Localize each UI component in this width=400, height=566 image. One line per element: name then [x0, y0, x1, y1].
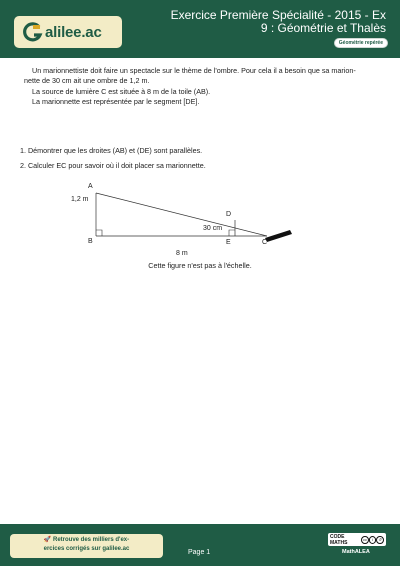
by-icon: i [369, 536, 377, 544]
topic-badge: Géométrie repérée [334, 38, 388, 48]
length-de: 30 cm [203, 225, 223, 232]
title-line-2: 9 : Géométrie et Thalès [260, 21, 386, 35]
label-a: A [88, 183, 93, 190]
page-number: Page 1 [188, 549, 211, 556]
question-2: 2. Calculer EC pour savoir où il doit placer sa marionnette. [20, 161, 206, 170]
right-angle-b [96, 230, 102, 236]
sa-icon: ↺ [376, 536, 384, 544]
lamp-icon [265, 230, 292, 242]
intro-line-3: La source de lumière C est située à 8 m de la toile (AB). [32, 86, 211, 96]
logo-text: alilee.ac [45, 23, 102, 41]
promo-banner[interactable] [10, 534, 163, 558]
cc-icon: cc [362, 537, 367, 542]
promo-text-1: Retrouve des milliers d'ex- [53, 537, 130, 543]
label-b: B [88, 238, 93, 245]
right-angle-e [229, 230, 235, 236]
promo-line-1 [10, 536, 163, 545]
intro-line-2: nette de 30 cm ait une ombre de 1,2 m. [24, 76, 150, 86]
figure-caption: Cette figure n'est pas à l'échelle. [148, 261, 252, 270]
title-line-1: Exercice Première Spécialité - 2015 - Ex [170, 8, 386, 22]
promo-line-2: ercices corrigés sur galilee.ac [43, 546, 130, 552]
license-text: CODE MATHS [330, 533, 348, 546]
license-badge[interactable] [328, 533, 386, 546]
label-c: C [262, 239, 268, 246]
length-bc: 8 m [176, 250, 188, 257]
length-ab: 1,2 m [71, 196, 89, 203]
label-d: D [226, 211, 232, 218]
label-e: E [226, 239, 231, 246]
intro-line-1: Un marionnettiste doit faire un spectacle sur le thème de l'ombre. Pour cela il a besoin que sa marion- [32, 66, 356, 75]
segment-ac [96, 193, 267, 236]
intro-line-4: La marionnette est représentée par le segment [DE]. [32, 97, 200, 107]
rocket-icon: 🚀 [43, 537, 53, 543]
mathalea-credit: MathALEA [342, 549, 370, 555]
question-1: 1. Démontrer que les droites (AB) et (DE) sont parallèles. [20, 146, 203, 155]
